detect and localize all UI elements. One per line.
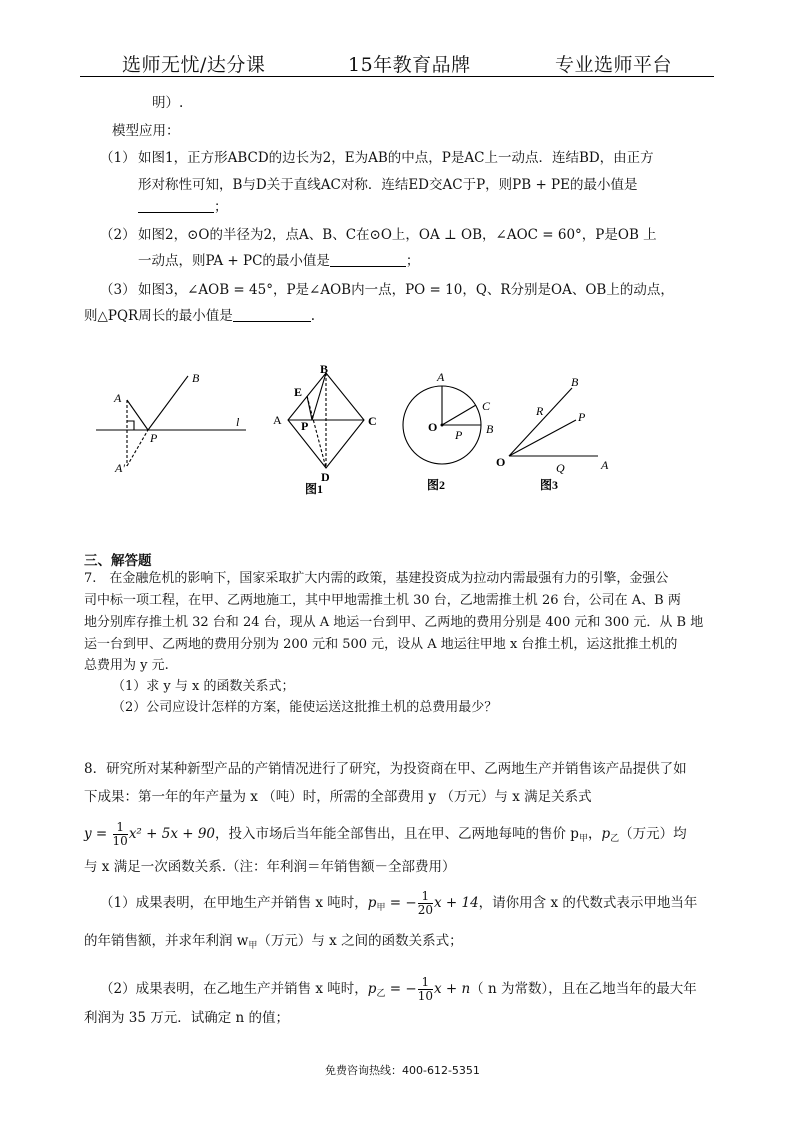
q8-formula-rest: x² + 5x + 90 [128,826,216,842]
fig1-label-p: P [301,419,309,433]
fig3-label-p: P [578,410,586,424]
q8-sub1-a: （1）成果表明，在甲地生产并销售 x 吨时， [100,895,368,911]
q8-sub1-b: ，请你用含 x 的代数式表示甲地当年 [478,895,698,911]
q8-sub1-line2-tail: （万元）与 x 之间的函数关系式； [257,933,463,949]
q8-line3-text: ，投入市场后当年能全部售出，且在甲、乙两地每吨的售价 p [215,826,579,842]
frac-denominator: 10 [112,834,128,848]
q2-line2: 一动点，则PA + PC的最小值是 [138,253,330,269]
fig0-label-p: P [150,431,158,445]
q2-semicolon: ； [405,253,420,269]
sub-yi-2: 乙 [376,989,386,999]
sub-jia-2: 甲 [376,903,386,913]
q8-sub1-fraction [418,890,433,917]
q3-number: （3） [100,282,136,298]
q1-line1: 如图1，正方形ABCD的边长为2，E为AB的中点，P是AC上一动点．连结BD，由正方 [138,150,654,166]
q2-number: （2） [100,227,136,243]
fig1-label-b: B [320,362,329,376]
figure-reflection-model [96,376,246,466]
frac-numerator: 1 [418,890,433,904]
q8-sub1-line2-wrap [84,935,463,951]
q1-semicolon: ； [214,199,228,215]
frac-numerator: 1 [113,821,128,835]
header-right: 专业选师平台 [555,54,673,76]
frac-denominator: 10 [417,989,433,1003]
fig0-label-a: A [114,391,122,405]
q7-sub1: （1）求 y 与 x 的函数关系式； [112,679,295,694]
q8-formula-fraction [113,821,128,848]
q8-formula-lhs: y = [84,826,108,842]
q8-line3-tail: （万元）均 [619,826,687,842]
q8-sub1-line: （1）成果表明，在甲地生产并销售 x 吨时，$p_甲$ = − $\frac{1}{20}$ x + 14，请你用含 x 的代数式表示甲地当年 [100,889,698,917]
sub-jia-3: 甲 [248,941,258,951]
q8-sub2-formula-tail: x + n [433,981,471,997]
q8-sub2-fraction [418,976,433,1003]
fig2-label-p: P [455,428,463,442]
q8-sub2-a: （2）成果表明，在乙地生产并销售 x 吨时， [100,981,368,997]
fig3-label-o: O [496,455,506,469]
model-application-label: 模型应用： [112,123,180,139]
fig2-label-a: A [437,370,445,384]
q7-line1: 7. 在金融危机的影响下，国家采取扩大内需的政策，基建投资成为拉动内需最强有力的引擎，金强公 [84,571,669,586]
fig3-label-a: A [601,458,609,472]
q1-line2: 形对称性可知，B与D关于直线AC对称．连结ED交AC于P，则PB + PE的最小值是 [138,177,638,193]
fig3-label-q: Q [556,461,565,475]
q2-line1: 如图2，⊙O的半径为2，点A、B、C在⊙O上，OA ⊥ OB，∠AOC = 60°，P是OB 上 [138,227,657,243]
q1-number: （1） [100,150,136,166]
header-left: 选师无忧/达分课 [122,54,266,76]
fig2-caption: 图2 [427,478,446,492]
fig1-label-c: C [368,414,377,428]
q3-line2: 则△PQR周长的最小值是 [84,308,233,324]
fig1-label-a: A [273,413,282,427]
q8-sub2-line: （2）成果表明，在乙地生产并销售 x 吨时，$p_乙$ = − $\frac{1}{10}$ x + n（ n 为常数），且在乙地当年的最大年 [100,975,697,1003]
section-title: 三、解答题 [84,553,152,569]
fig2-label-c: C [482,399,491,413]
fig3-label-r: R [536,404,544,418]
q3-line1: 如图3，∠AOB = 45°，P是∠AOB内一点，PO = 10，Q、R分别是OA、OB上的动点， [138,282,674,298]
q3-period: . [310,308,315,324]
footer-hotline: 免费咨询热线：400-612-5351 [325,1064,480,1077]
q7-line4: 运一台到甲、乙两地的费用分别为 200 元和 500 元，设从 A 地运往甲地 x 台推土机，运这批推土机的 [84,637,678,652]
fig0-label-b: B [192,371,200,385]
q8-line2: 下成果：第一年的年产量为 x （吨）时，所需的全部费用 y （万元）与 x 满足关系式 [84,789,592,805]
q8-sub2-b: （ n 为常数），且在乙地当年的最大年 [470,981,697,997]
q8-line4: 与 x 满足一次函数关系.（注：年利润＝年销售额－全部费用） [84,859,456,875]
fig0-label-l: l [236,415,240,429]
sub-jia: 甲 [578,834,588,844]
q7-line5: 总费用为 y 元. [84,658,169,673]
header-center: 15年教育品牌 [348,54,471,76]
fig3-label-b: B [571,375,579,389]
fig3-caption: 图3 [540,478,559,492]
fig1-label-e: E [294,385,303,399]
q8-line1: 8．研究所对某种新型产品的产销情况进行了研究，为投资商在甲、乙两地生产并销售该产品提供了如 [84,761,687,777]
frac-numerator: 1 [418,976,433,990]
fig2-label-b: B [486,422,494,436]
q8-sub1-line2: 的年销售额，并求年利润 w [84,933,249,949]
q8-sub2-line2: 利润为 35 万元．试确定 n 的值； [84,1010,290,1026]
q7-line3: 地分别库存推土机 32 台和 24 台，现从 A 地运一台到甲、乙两地的费用分别是 400 元和 300 元．从 B 地 [84,615,704,630]
q7-sub2: （2）公司应设计怎样的方案，能使运送这批推土机的总费用最少？ [112,700,498,715]
fig1-label-d: D [321,470,330,484]
q8-formula-line: y = $\frac{1}{10}$ x² + 5x + 90，投入市场后当年能全部售出，且在甲、乙两地每吨的售价 $p_甲$，$p_乙$（万元）均 [84,820,687,848]
q8-sub1-formula-tail: x + 14 [433,895,479,911]
fig2-label-o: O [428,420,438,434]
q7-line2: 司中标一项工程，在甲、乙两地施工，其中甲地需推土机 30 台，乙地需推土机 26 台，公司在 A、B 两 [84,593,681,608]
continuation-text: 明）. [152,95,184,111]
fig0-label-a-prime: A' [115,461,125,475]
frac-denominator: 20 [417,903,433,917]
fig1-caption: 图1 [305,482,324,496]
sub-yi: 乙 [610,834,620,844]
